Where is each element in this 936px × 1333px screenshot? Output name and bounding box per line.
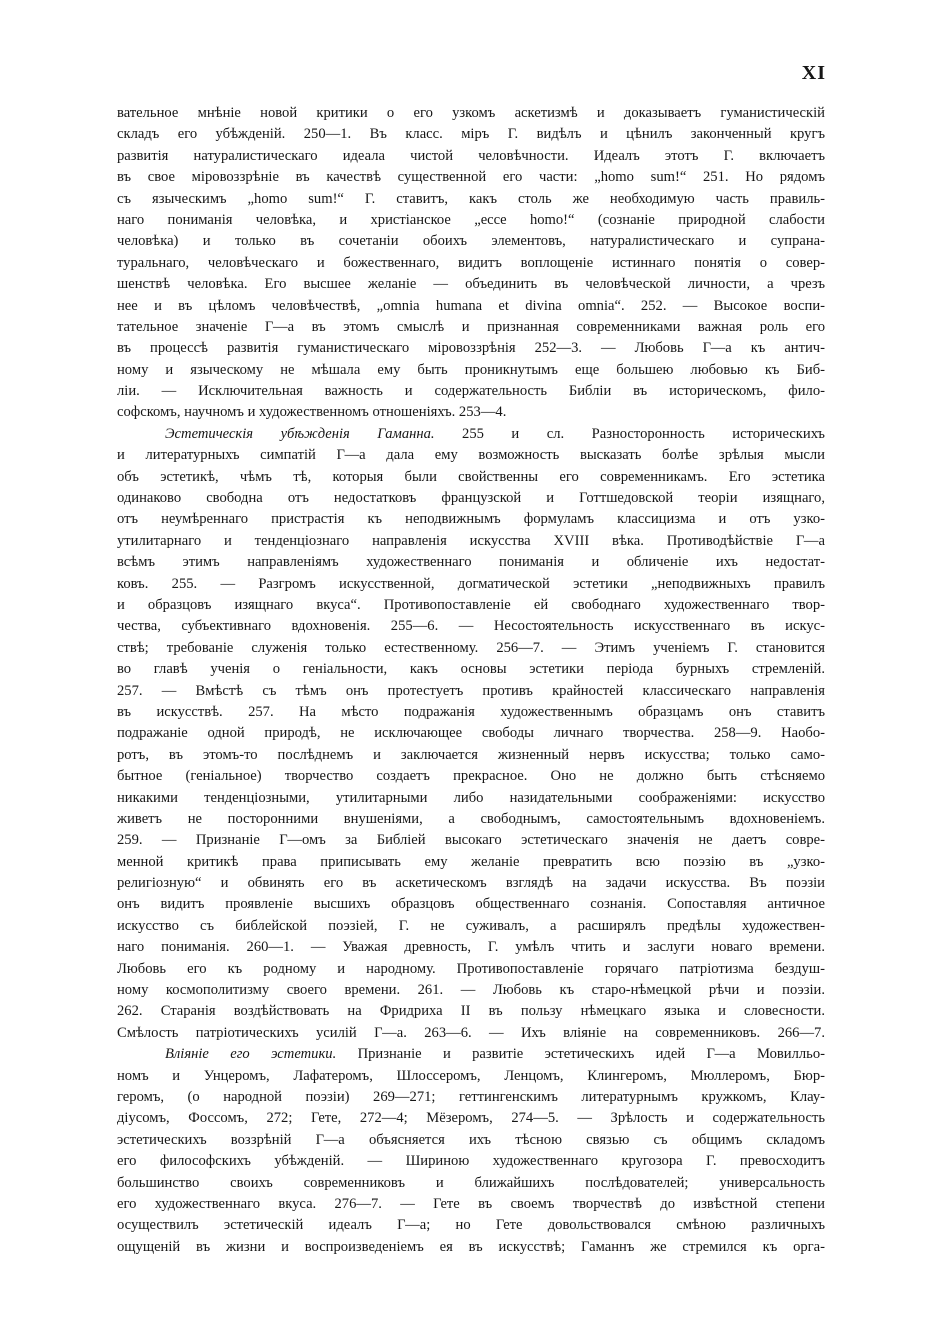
text-line: ному и языческому не мѣшала ему быть проникнутымъ еще большею любовью къ Биб- (117, 361, 825, 378)
text-line: ощущеній въ жизни и воспроизведеніемъ ея въ искусствѣ; Гаманнъ же стремился къ орга- (117, 1238, 825, 1255)
text-line: 262. Старанія воздѣйствовать на Фридриха II въ пользу нѣмецкаго языка и словесности. (117, 1003, 825, 1020)
text-line: объ эстетикѣ, чѣмъ тѣ, которыя были свойственны его современникамъ. Его эстетика (117, 468, 825, 485)
text-line: бытное (геніальное) творчество создаетъ прекрасное. Оно не должно быть стѣсняемо (117, 768, 825, 785)
body-text (117, 103, 825, 1258)
text-line: геромъ, (о народной поэзіи) 269—271; геттингенскимъ литературнымъ кружкомъ, Клау- (117, 1088, 825, 1105)
text-line: никакими тенденціозными, утилитарными либо назидательными соображеніями: искусство (117, 789, 825, 806)
text-line: человѣка) и только въ сочетаніи обоихъ элементовъ, натуралистическаго и супрана- (117, 233, 825, 250)
text-line: ствѣ; требованіе служенія только естественному. 256—7. — Этимъ ученіемъ Г. становится (117, 639, 825, 656)
text-line: его философскихъ убѣжденій. — Шириною художественнаго кругозора Г. превосходитъ (117, 1153, 825, 1170)
text-line: въ свое міровоззрѣніе въ качествѣ существенной его части: „homo sum!“ 251. Но рядомъ (117, 169, 825, 186)
text-line: ковъ. 255. — Разгромъ искусственной, догматической эстетики „неподвижныхъ правилъ (117, 575, 825, 592)
text-line: складъ его убѣжденій. 250—1. Въ класс. міръ Г. видѣлъ и цѣнилъ законченный кругъ (117, 126, 825, 143)
text-line: ліи. — Исключительная важность и содержательность Библіи въ историческомъ, фило- (117, 383, 825, 400)
text-line: съ языческимъ „homo sum!“ Г. ставитъ, какъ столь же необходимую часть правиль- (117, 190, 825, 207)
text-line: наго пониманія человѣка, и христіанское „ecce homo!“ (сознаніе природной слабости (117, 211, 825, 228)
text-line: діусомъ, Фоссомъ, 272; Гете, 272—4; Мёзеромъ, 274—5. — Зрѣлость и содержательность (117, 1110, 825, 1127)
text-line: номъ и Унцеромъ, Лафатеромъ, Шлоссеромъ, Ленцомъ, Клингеромъ, Мюллеромъ, Бюр- (117, 1067, 825, 1084)
text-line: эстетическихъ воззрѣній Г—а объясняется ихъ тѣсною связью съ общимъ складомъ (117, 1131, 825, 1148)
text-line: софскомъ, научномъ и художественномъ отношеніяхъ. 253—4. (117, 404, 507, 421)
text-line: Смѣлость патріотическихъ усилій Г—а. 263—6. — Ихъ вліяніе на современниковъ. 266—7. (117, 1024, 825, 1041)
text-line: отъ неумѣреннаго пристрастія къ неподвижнымъ формуламъ классицизма и отъ узко- (117, 511, 825, 528)
text-line: 257. — Вмѣстѣ съ тѣмъ онъ протестуетъ противъ крайностей классическаго направленія (117, 682, 825, 699)
text-line: живетъ не посторонними внушеніями, а свободнымъ, самостоятельнымъ вдохновеніемъ. (117, 810, 825, 827)
text-line: 259. — Признаніе Г—омъ за Библіей высокаго эстетическаго значенія не даетъ совре- (117, 832, 825, 849)
text-line: большинство своихъ современниковъ и ближайшихъ послѣдователей; универсальность (117, 1174, 825, 1191)
text-line: ротъ, въ этомъ-то послѣднемъ и заключается жизненный нервъ искусства; только само- (117, 746, 825, 763)
text-line: религіозную“ и обвинять его въ аскетическомъ взглядѣ на задачи искусства. Въ поэзіи (117, 875, 825, 892)
text-line: утилитарнаго и тенденціознаго направленія искусства XVIII вѣка. Противодѣйствіе Г—а (117, 532, 825, 549)
section-heading-line: Эстетическія убѣжденія Гаманна. 255 и сл. Разносторонность историческихъ (165, 425, 825, 442)
text-line: чества, субъективнаго вдохновенія. 255—6. — Несостоятельность искусственнаго въ искус- (117, 618, 825, 635)
text-line: наго пониманія. 260—1. — Уважая древность, Г. умѣлъ чтить и заслуги новаго времени. (117, 939, 825, 956)
text-line: его художественнаго вкуса. 276—7. — Гете въ своемъ творчествѣ до извѣстной степени (117, 1195, 825, 1212)
section-heading-aesthetic-convictions: Эстетическія убѣжденія Гаманна. (165, 425, 435, 442)
text-line: туральнаго, человѣческаго и божественнаго, видитъ воплощеніе истиннаго понятія о совер- (117, 254, 825, 271)
text-line: ному космополитизму своего времени. 261. — Любовь къ старо-нѣмецкой рѣчи и поэзіи. (117, 982, 825, 999)
text-line: осуществилъ эстетическій идеалъ Г—а; но Гете довольствовался смѣною различныхъ (117, 1217, 825, 1234)
text-line: въ искусствѣ. 257. На мѣсто подражанія художественнымъ образцамъ онъ ставитъ (117, 703, 825, 720)
text-line: онъ видитъ проявленіе высшихъ образцовъ общественнаго сознанія. Сопоставляя античное (117, 896, 825, 913)
text-line: одинаково свободна отъ недостатковъ французской и Готтшедовской теоріи изящнаго, (117, 490, 825, 507)
text-line: развитія натуралистическаго идеала чистой человѣчности. Идеалъ этотъ Г. включаетъ (117, 147, 825, 164)
text-line: тательное значеніе Г—а въ этомъ смыслѣ и признанная современниками важная роль его (117, 318, 825, 335)
text-line: въ процессѣ развитія гуманистическаго міровоззрѣнія 252—3. — Любовь Г—а къ антич- (117, 340, 825, 357)
section-heading-influence: Вліяніе его эстетики. (165, 1046, 337, 1063)
text-line: и литературныхъ симпатій Г—а дала ему возможность высказать болѣе зрѣлыя мысли (117, 447, 825, 464)
text-line: подражаніе одной природѣ, не исключающее свободы личнаго творчества. 258—9. Наобо- (117, 725, 825, 742)
section-heading-line: Вліяніе его эстетики. Признаніе и развитіе эстетическихъ идей Г—а Мовилльо- (165, 1046, 825, 1063)
text-line: шенствѣ человѣка. Его высшее желаніе — объединить въ человѣческой личности, а чрезъ (117, 276, 825, 293)
text-line: нее и въ цѣломъ человѣчествѣ, „omnia humana et divina omnia“. 252. — Высокое воспи- (117, 297, 825, 314)
text-line: во главѣ ученія о геніальности, какъ основы эстетики періода бурныхъ стремленій. (117, 661, 825, 678)
text-line: Любовь его къ родному и народному. Противопоставленіе горячаго патріотизма бездуш- (117, 960, 825, 977)
page-number: XI (801, 62, 826, 84)
text-line: искусство съ библейской поэзіей, Г. не суживалъ, а расширялъ предѣлы художествен- (117, 917, 825, 934)
text-line: всѣмъ этимъ направленіямъ художественнаго пониманія и обличеніе ихъ недостат- (117, 554, 825, 571)
text-line: и образцовъ изящнаго вкуса“. Противопоставленіе ей свободнаго художественнаго твор- (117, 596, 825, 613)
text-line: вательное мнѣніе новой критики о его узкомъ аскетизмѣ и доказываетъ гуманистическій (117, 105, 825, 121)
text-line: менной критикѣ права приписывать ему желаніе превратить всю поэзію въ „узко- (117, 853, 825, 870)
